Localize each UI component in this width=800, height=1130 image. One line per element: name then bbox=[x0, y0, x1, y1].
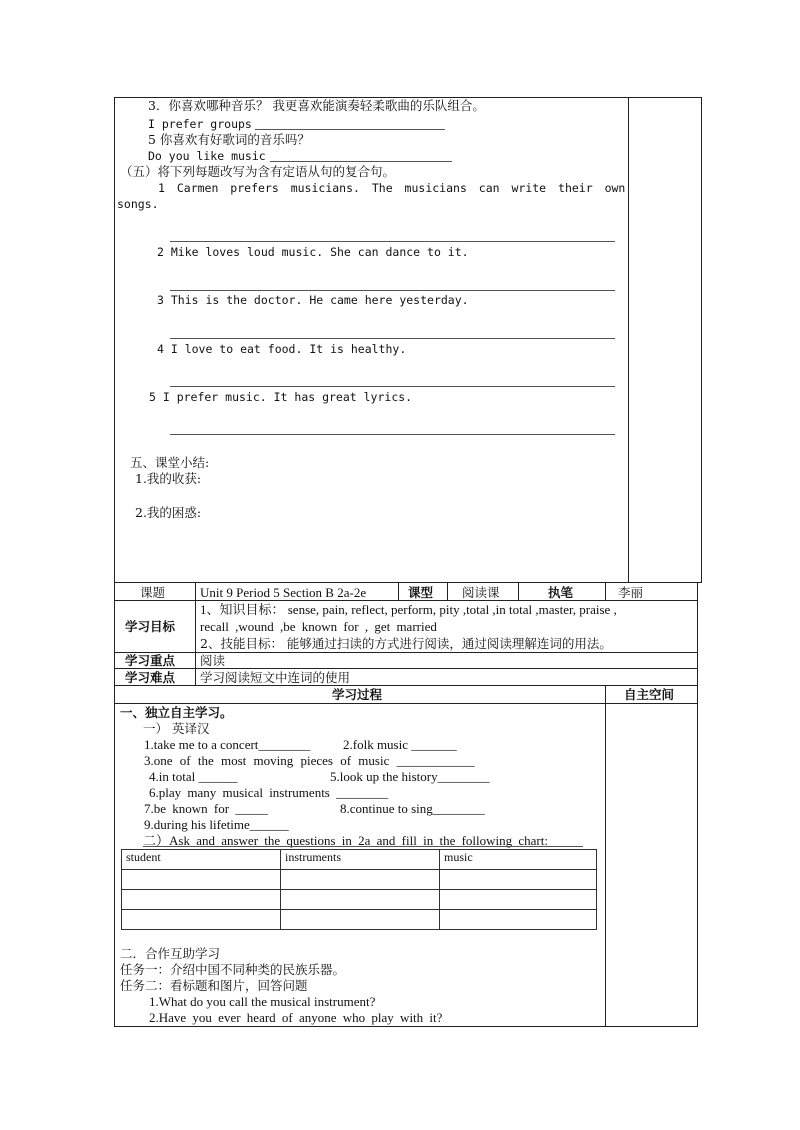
type-label: 课型 bbox=[408, 585, 434, 600]
fill-chart bbox=[121, 849, 597, 930]
goal-skill: 2、技能目标： 能够通过扫读的方式进行阅读，通过阅读理解连词的用法。 bbox=[200, 636, 612, 651]
answer-line-1[interactable] bbox=[170, 241, 615, 242]
author-value: 李丽 bbox=[618, 585, 644, 600]
sentence-1a: 1 Carmen prefers musicians. The musicians can write their own bbox=[158, 181, 626, 195]
item-6: 6.play many musical instruments ________ bbox=[149, 785, 389, 800]
chart-cell[interactable] bbox=[281, 890, 440, 910]
item-2: 2.folk music _______ bbox=[343, 737, 457, 752]
topic-value: Unit 9 Period 5 Section B 2a-2e bbox=[200, 585, 367, 600]
sentence-4: 4 I love to eat food. It is healthy. bbox=[157, 342, 407, 356]
part-1-title: 一、独立自主学习。 bbox=[120, 705, 233, 720]
summary-confusion: 2.我的困惑: bbox=[135, 505, 202, 520]
key-point-value: 阅读 bbox=[200, 653, 226, 668]
process-header: 学习过程 bbox=[332, 687, 383, 702]
chart-header-instruments: instruments bbox=[281, 850, 440, 870]
chart-header-row bbox=[122, 850, 597, 870]
chart-cell[interactable] bbox=[281, 910, 440, 930]
sub-2-underline bbox=[143, 846, 583, 847]
sub-2-title: 二）Ask and answer the questions in 2a and fill in the following chart: bbox=[143, 833, 548, 848]
chart-cell[interactable] bbox=[440, 890, 597, 910]
summary-title: 五、课堂小结: bbox=[130, 455, 210, 470]
chart-cell[interactable] bbox=[281, 870, 440, 890]
chart-cell[interactable] bbox=[122, 910, 281, 930]
topic-label: 课题 bbox=[140, 585, 166, 600]
chart-header-student: student bbox=[122, 850, 281, 870]
question-3-chinese: 3．你喜欢哪种音乐？ 我更喜欢能演奏轻柔歌曲的乐队组合。 bbox=[148, 98, 485, 113]
answer-line-3[interactable] bbox=[170, 338, 615, 339]
question-2: 2.Have you ever heard of anyone who play with it? bbox=[149, 1010, 443, 1025]
author-label: 执笔 bbox=[548, 585, 574, 600]
item-1: 1.take me to a concert________ bbox=[144, 737, 311, 752]
item-9: 9.during his lifetime______ bbox=[144, 817, 289, 832]
bottom-border bbox=[114, 1026, 698, 1027]
goal-knowledge: 1、知识目标： sense, pain, reflect, perform, pity ,total ,in total ,master, praise , bbox=[200, 602, 617, 617]
sentence-1b: songs. bbox=[117, 197, 159, 211]
item-3: 3.one of the most moving pieces of music ____________ bbox=[144, 753, 475, 768]
section-5-title: （五）将下列每题改写为含有定语从句的复合句。 bbox=[120, 164, 396, 179]
answer-line-4[interactable] bbox=[170, 386, 615, 387]
answer-line-q3[interactable] bbox=[255, 129, 445, 130]
question-3-english: I prefer groups bbox=[148, 117, 252, 131]
sentence-3: 3 This is the doctor. He came here yesterday. bbox=[157, 293, 469, 307]
answer-line-2[interactable] bbox=[170, 290, 615, 291]
space-header: 自主空间 bbox=[624, 687, 675, 702]
chart-header-music: music bbox=[440, 850, 597, 870]
chart-cell[interactable] bbox=[440, 870, 597, 890]
item-8: 8.continue to sing________ bbox=[340, 801, 485, 816]
task-2: 任务二：看标题和图片，回答问题 bbox=[120, 978, 308, 993]
question-5-english: Do you like music bbox=[148, 149, 266, 163]
goal-label: 学习目标 bbox=[125, 619, 176, 634]
answer-line-5[interactable] bbox=[170, 434, 615, 435]
item-5: 5.look up the history________ bbox=[330, 769, 490, 784]
key-point-label: 学习重点 bbox=[125, 653, 176, 668]
sentence-2: 2 Mike loves loud music. She can dance to it. bbox=[157, 245, 469, 259]
answer-line-q5[interactable] bbox=[270, 161, 452, 162]
type-value: 阅读课 bbox=[462, 585, 500, 600]
chart-cell[interactable] bbox=[122, 870, 281, 890]
goal-knowledge-cont: recall ,wound ,be known for , get married bbox=[200, 619, 437, 634]
part-2-title: 二．合作互助学习 bbox=[120, 946, 221, 961]
chart-row bbox=[122, 870, 597, 890]
chart-row bbox=[122, 910, 597, 930]
chart-cell[interactable] bbox=[440, 910, 597, 930]
chart-row bbox=[122, 890, 597, 910]
difficulty-label: 学习难点 bbox=[125, 670, 176, 685]
sub-1-title: 一） 英译汉 bbox=[143, 721, 210, 736]
item-4: 4.in total ______ bbox=[149, 769, 238, 784]
difficulty-value: 学习阅读短文中连词的使用 bbox=[200, 670, 351, 685]
question-5-chinese: 5 你喜欢有好歌词的音乐吗？ bbox=[148, 132, 310, 147]
sentence-5: 5 I prefer music. It has great lyrics. bbox=[149, 390, 413, 404]
item-7: 7.be known for _____ bbox=[144, 801, 268, 816]
chart-cell[interactable] bbox=[122, 890, 281, 910]
question-1: 1.What do you call the musical instrument? bbox=[149, 994, 376, 1009]
task-1: 任务一：介绍中国不同种类的民族乐器。 bbox=[120, 962, 346, 977]
summary-gain: 1.我的收获: bbox=[135, 471, 202, 486]
